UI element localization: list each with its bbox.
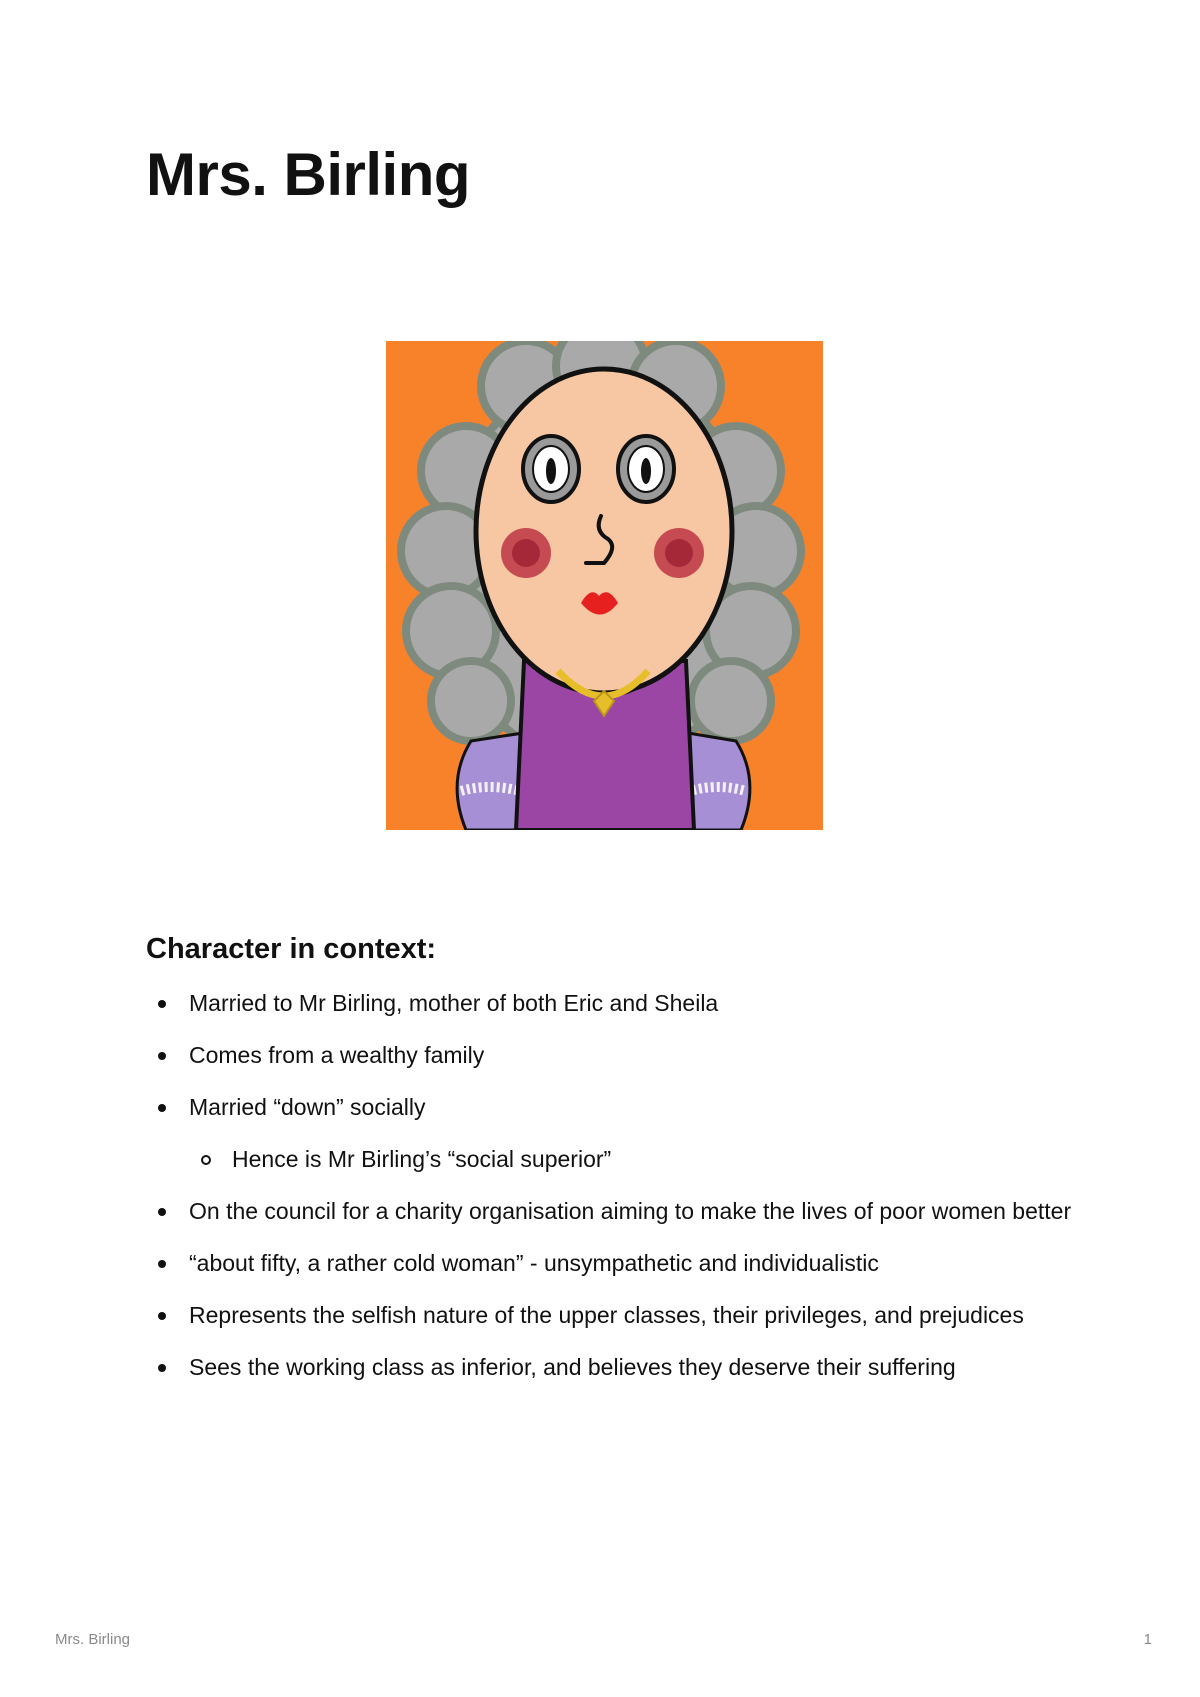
list-item: Represents the selfish nature of the upper classes, their privileges, and prejudices [146, 1297, 1076, 1334]
list-item: Sees the working class as inferior, and believes they deserve their suffering [146, 1349, 1076, 1386]
list-item: Married to Mr Birling, mother of both Eric and Sheila [146, 985, 1076, 1022]
sub-list-item: Hence is Mr Birling’s “social superior” [146, 1141, 1076, 1178]
section-heading: Character in context: [146, 933, 437, 965]
character-bullet-list [146, 985, 1076, 1401]
list-item: On the council for a charity organisation aiming to make the lives of poor women better [146, 1193, 1076, 1230]
character-portrait-image [386, 341, 823, 830]
page-title: Mrs. Birling [146, 141, 471, 208]
list-item: Comes from a wealthy family [146, 1037, 1076, 1074]
footer-document-name: Mrs. Birling [55, 1631, 131, 1648]
page-number: 1 [1143, 1631, 1152, 1648]
list-item: “about fifty, a rather cold woman” - unsympathetic and individualistic [146, 1245, 1076, 1282]
list-item: Married “down” socially [146, 1089, 1076, 1126]
